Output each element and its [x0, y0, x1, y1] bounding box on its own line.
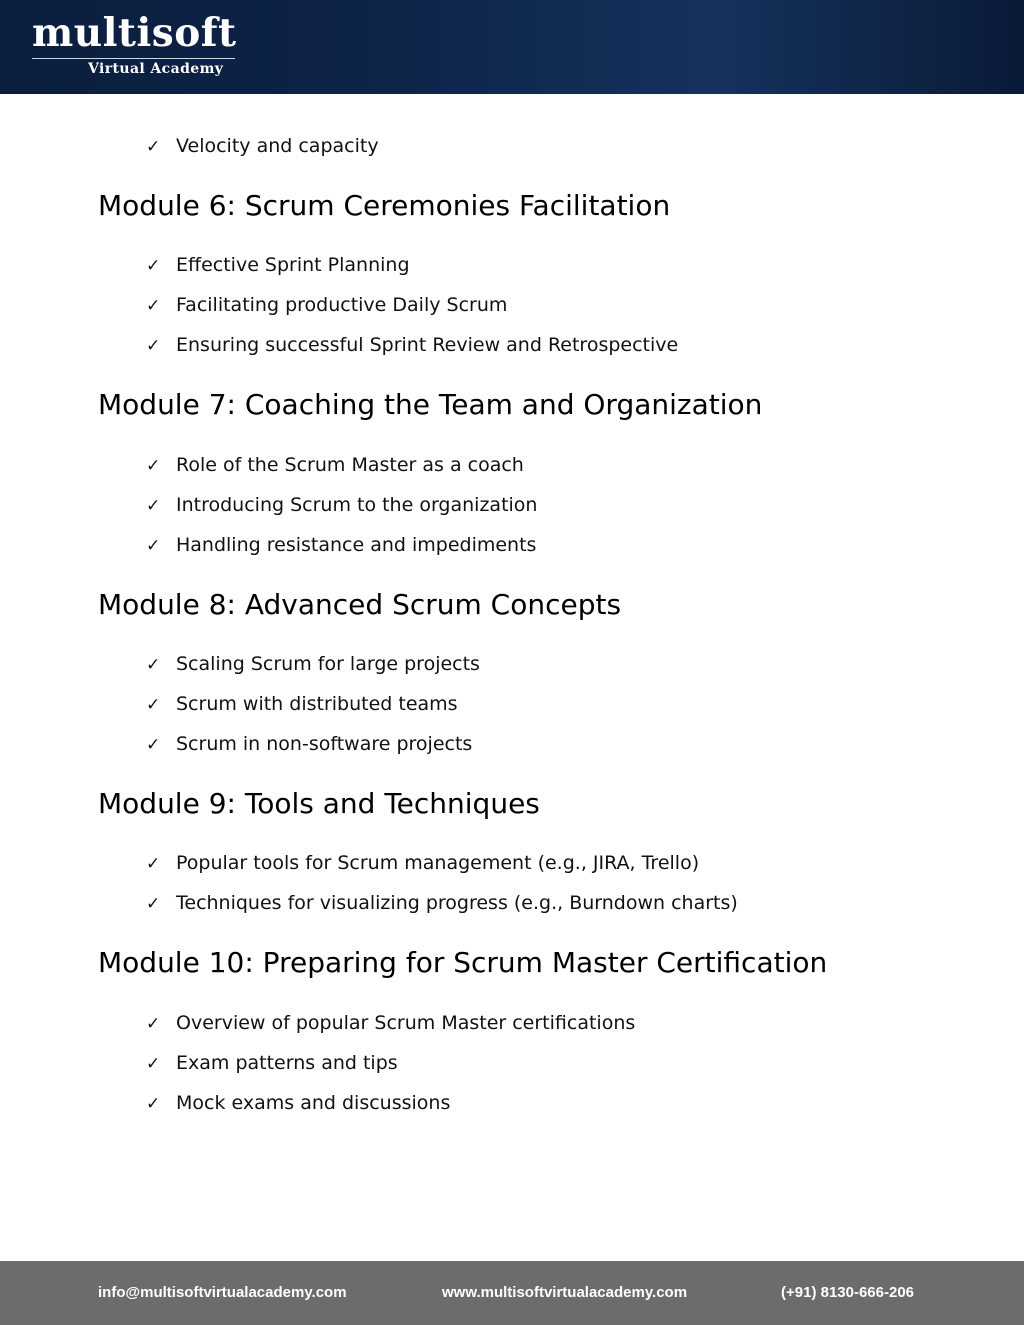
- checkmark-icon: ✓: [146, 256, 161, 276]
- list-item-text: Facilitating productive Daily Scrum: [176, 294, 508, 316]
- list-item-text: Ensuring successful Sprint Review and Retrospective: [176, 334, 679, 356]
- checkmark-icon: ✓: [146, 137, 161, 157]
- checkmark-icon: ✓: [146, 536, 161, 556]
- list-item: [146, 493, 537, 517]
- multisoft-logo[interactable]: [32, 10, 242, 79]
- list-item: [146, 1051, 398, 1075]
- checkmark-icon: ✓: [146, 1014, 161, 1034]
- checkmark-icon: ✓: [146, 336, 161, 356]
- list-item: [146, 692, 458, 716]
- checkmark-icon: ✓: [146, 1054, 161, 1074]
- list-item: [146, 293, 507, 317]
- module-heading: Module 8: Advanced Scrum Concepts: [98, 588, 622, 621]
- list-item-text: Techniques for visualizing progress (e.g., Burndown charts): [176, 892, 738, 914]
- module-heading: Module 9: Tools and Techniques: [98, 787, 540, 820]
- checkmark-icon: ✓: [146, 655, 161, 675]
- list-item-text: Handling resistance and impediments: [176, 534, 537, 556]
- list-item: [146, 1091, 450, 1115]
- checkmark-icon: ✓: [146, 456, 161, 476]
- list-item-text: Scrum with distributed teams: [176, 693, 458, 715]
- logo-tagline: Virtual Academy: [88, 61, 224, 77]
- list-item: [146, 253, 410, 277]
- list-item-text: Overview of popular Scrum Master certifications: [176, 1012, 636, 1034]
- checkmark-icon: ✓: [146, 695, 161, 715]
- list-item: [146, 851, 699, 875]
- list-item: [146, 533, 536, 557]
- list-item: [146, 652, 480, 676]
- module-heading: Module 6: Scrum Ceremonies Facilitation: [98, 189, 671, 222]
- list-item: [146, 1011, 635, 1035]
- list-item-text: Scaling Scrum for large projects: [176, 653, 480, 675]
- list-item: [146, 453, 524, 477]
- footer-email-link[interactable]: info@multisoftvirtualacademy.com: [98, 1284, 347, 1301]
- footer-website-link[interactable]: www.multisoftvirtualacademy.com: [442, 1284, 688, 1301]
- checkmark-icon: ✓: [146, 735, 161, 755]
- checkmark-icon: ✓: [146, 296, 161, 316]
- checkmark-icon: ✓: [146, 496, 161, 516]
- list-item: [146, 891, 738, 915]
- logo-wordmark: multisoft: [32, 10, 237, 56]
- page-footer: [0, 1261, 1024, 1325]
- list-item-text: Popular tools for Scrum management (e.g., JIRA, Trello): [176, 852, 700, 874]
- checkmark-icon: ✓: [146, 1094, 161, 1114]
- list-item-text: Velocity and capacity: [176, 135, 379, 157]
- page-header: [0, 0, 1024, 94]
- list-item-text: Role of the Scrum Master as a coach: [176, 454, 524, 476]
- list-item-text: Mock exams and discussions: [176, 1092, 451, 1114]
- module-heading: Module 7: Coaching the Team and Organization: [98, 388, 763, 421]
- list-item-text: Exam patterns and tips: [176, 1052, 398, 1074]
- checkmark-icon: ✓: [146, 854, 161, 874]
- list-item: [146, 333, 678, 357]
- module-heading: Module 10: Preparing for Scrum Master Certification: [98, 946, 828, 979]
- list-item: [146, 732, 472, 756]
- checkmark-icon: ✓: [146, 894, 161, 914]
- footer-phone-link[interactable]: (+91) 8130-666-206: [781, 1284, 915, 1301]
- list-item-text: Effective Sprint Planning: [176, 254, 410, 276]
- list-item: [146, 134, 379, 158]
- list-item-text: Scrum in non-software projects: [176, 733, 473, 755]
- list-item-text: Introducing Scrum to the organization: [176, 494, 538, 516]
